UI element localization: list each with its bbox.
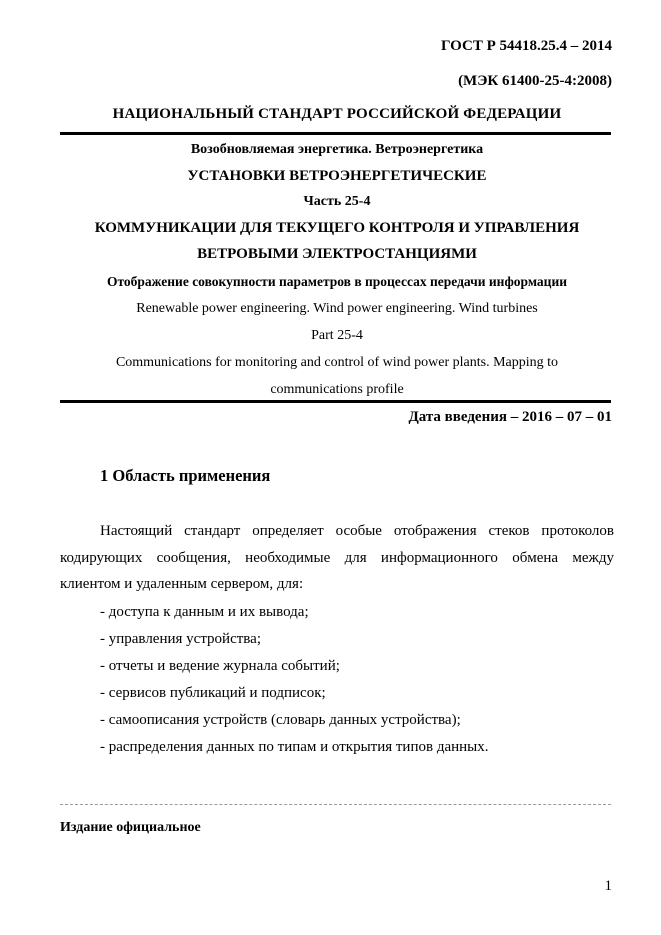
edition-label: Издание официальное — [60, 820, 201, 835]
paragraph-line: кодирующих сообщения, необходимые для информационного обмена между — [60, 549, 614, 566]
title-group: Возобновляемая энергетика. Ветроэнергетика — [190, 142, 484, 157]
title-en-main: Renewable power engineering. Wind power engineering. Wind turbines — [136, 301, 538, 316]
list-item: - сервисов публикаций и подписок; — [100, 685, 326, 701]
section-heading: 1 Область применения — [100, 466, 271, 485]
list-item: - управления устройства; — [100, 631, 262, 647]
title-en-sub-line2: communications profile — [270, 382, 404, 397]
title-ru-part: Часть 25-4 — [303, 194, 371, 209]
title-en-sub-line1: Communications for monitoring and control of wind power plants. Mapping to — [115, 355, 559, 370]
title-ru-sub-line2: ВЕТРОВЫМИ ЭЛЕКТРОСТАНЦИЯМИ — [197, 246, 477, 262]
iec-number: (МЭК 61400-25-4:2008) — [458, 73, 612, 89]
list-item: - доступа к данным и их вывода; — [100, 604, 309, 620]
title-en-part: Part 25-4 — [311, 328, 363, 343]
title-ru-mapping: Отображение совокупности параметров в процессах передачи информации — [106, 274, 568, 289]
list-item: - распределения данных по типам и открытия типов данных. — [100, 739, 489, 755]
standard-type: НАЦИОНАЛЬНЫЙ СТАНДАРТ РОССИЙСКОЙ ФЕДЕРАЦИИ — [112, 106, 562, 122]
paragraph-line: Настоящий стандарт определяет особые отображения стеков протоколов — [100, 523, 614, 539]
footer-divider — [60, 804, 611, 805]
list-item: - самоописания устройств (словарь данных устройства); — [100, 712, 461, 728]
list-item: - отчеты и ведение журнала событий; — [100, 658, 340, 674]
page-number: 1 — [604, 878, 612, 894]
title-ru-sub-line1: КОММУНИКАЦИИ ДЛЯ ТЕКУЩЕГО КОНТРОЛЯ И УПРАВЛЕНИЯ — [94, 220, 580, 236]
gost-number: ГОСТ Р 54418.25.4 – 2014 — [440, 38, 612, 54]
scope-paragraph — [60, 518, 614, 598]
scope-list — [100, 599, 620, 761]
header-rule — [60, 132, 611, 135]
intro-date: Дата введения – 2016 – 07 – 01 — [408, 409, 612, 425]
title-rule — [60, 400, 611, 403]
title-ru-main: УСТАНОВКИ ВЕТРОЭНЕРГЕТИЧЕСКИЕ — [187, 168, 487, 184]
paragraph-line: клиентом и удаленным сервером, для: — [60, 576, 304, 592]
